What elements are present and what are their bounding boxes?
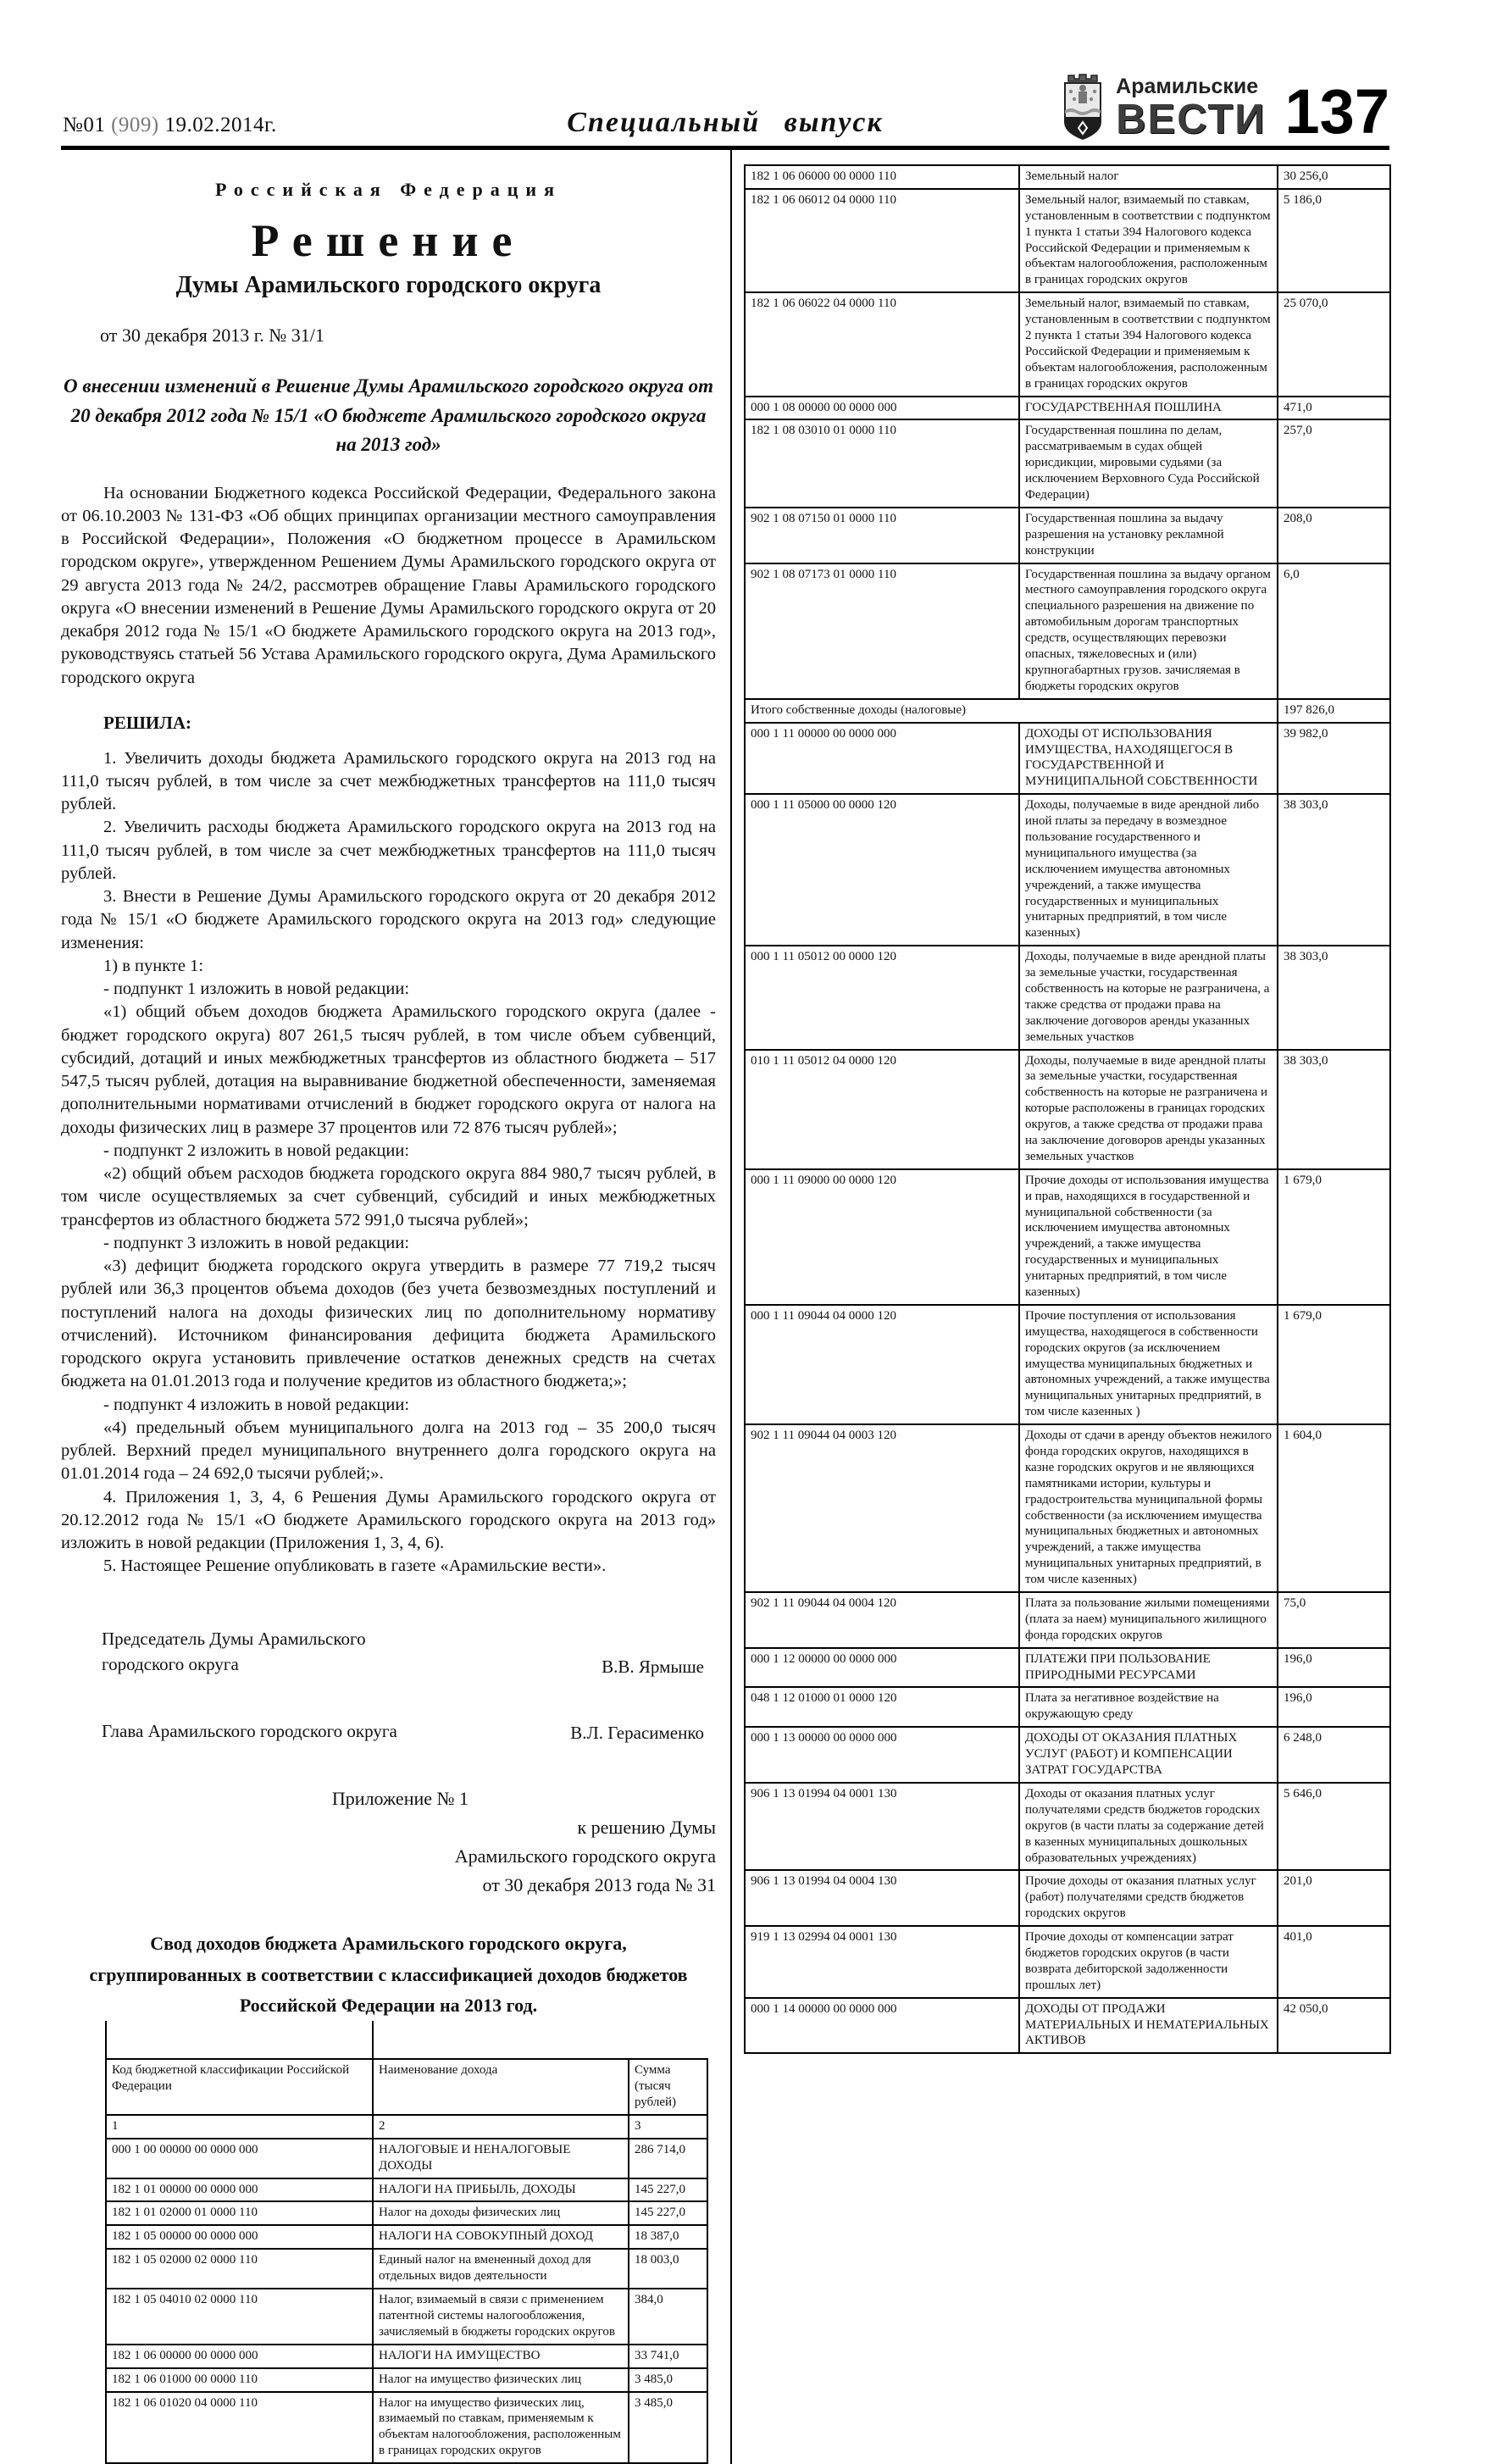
table-cell: Доходы, получаемые в виде арендной платы за земельные участки, государственная собственность на которые не разграничена, а также средства от продажи права на заключение договоров аренды указанных земельных участков: [1019, 946, 1278, 1049]
table-cell: 39 982,0: [1278, 723, 1390, 795]
table-row: [745, 1592, 1390, 1648]
table-cell: 182 1 01 02000 01 0000 110: [106, 2201, 373, 2225]
table-row: [745, 1687, 1390, 1727]
table-cell: 196,0: [1278, 1687, 1390, 1727]
annex-line: к решению Думы: [577, 1817, 716, 1839]
table-numbering-cell: 1: [106, 2115, 373, 2139]
table-cell: 000 1 08 00000 00 0000 000: [745, 397, 1019, 420]
table-header-cell: Сумма (тысяч рублей): [629, 2059, 707, 2115]
table-row: [106, 2368, 707, 2392]
table-row: [106, 2201, 707, 2225]
table-cell: Земельный налог, взимаемый по ставкам, установленным в соответствии с подпунктом 2 пункта 1 статьи 394 Налогового кодекса Российской Федерации и применяемым к объектам налогообложения, расположенным в границах городских округов: [1019, 292, 1278, 396]
table-cell: Налог на имущество физических лиц: [373, 2368, 629, 2392]
table-cell: Доходы от оказания платных услуг получателями средств бюджетов городских округов (в части платы за содержание детей в казенных муниципальных дошкольных образовательных учреждениях): [1019, 1783, 1278, 1870]
table-cell: 3 485,0: [629, 2368, 707, 2392]
table-row: [745, 419, 1390, 507]
brand-bottom-text: ВЕСТИ: [1116, 97, 1267, 142]
table-cell: ГОСУДАРСТВЕННАЯ ПОШЛИНА: [1019, 397, 1278, 420]
table-row: [106, 2249, 707, 2289]
table-cell: 906 1 13 01994 04 0004 130: [745, 1870, 1019, 1926]
table-cell: 38 303,0: [1278, 946, 1390, 1049]
table-cell: 182 1 06 01020 04 0000 110: [106, 2392, 373, 2464]
table-cell: 75,0: [1278, 1592, 1390, 1648]
table-row: [106, 2345, 707, 2368]
decision-paragraph: «4) предельный объем муниципального долга на 2013 год – 35 200,0 тысяч рублей. Верхний предел муниципального внутреннего долга городского округа на 01.01.2014 года – 24 692,0 тысячи рублей;».: [61, 1418, 716, 1484]
table-cell: 471,0: [1278, 397, 1390, 420]
table-cell: 18 003,0: [629, 2249, 707, 2289]
table-cell: 000 1 11 05012 00 0000 120: [745, 946, 1019, 1049]
table-cell: 182 1 08 03010 01 0000 110: [745, 419, 1019, 507]
table-cell: 30 256,0: [1278, 165, 1390, 189]
table-row: [745, 189, 1390, 292]
table-cell: Прочие поступления от использования имущества, находящегося в собственности городских округов (за исключением имущества муниципальных бюджетных и автономных учреждений, а также имущества муниципальных унитарных предприятий, в том числе казенных ): [1019, 1305, 1278, 1424]
newspaper-logo: [1058, 73, 1389, 147]
left-column: [61, 150, 716, 2464]
table-row: [745, 1305, 1390, 1424]
decision-paragraph: - подпункт 2 изложить в новой редакции:: [103, 1140, 410, 1160]
table-cell: 919 1 13 02994 04 0001 130: [745, 1926, 1019, 1998]
table-cell: Прочие доходы от использования имущества и прав, находящихся в государственной и муниципальной собственности (за исключением имущества автономных учреждений, а также имущества государственных и муниципальных унитарных предприятий, в том числе казенных): [1019, 1169, 1278, 1305]
table-row: [106, 2178, 707, 2202]
subject-line: О внесении изменений в Решение Думы Арамильского городского округа от 20 декабря 2012 года № 15/1 «О бюджете Арамильского городского округа на 2013 год»: [64, 375, 713, 455]
resolved-heading: РЕШИЛА:: [103, 712, 192, 733]
table-row: [745, 563, 1390, 699]
table-cell: 1 604,0: [1278, 1424, 1390, 1592]
intro-paragraph: На основании Бюджетного кодекса Российской Федерации, Федерального закона от 06.10.2003 № 131-ФЗ «Об общих принципах организации местного самоуправления в Российской Федерации», Положения «О бюджетном процессе в Арамильском городском округе», утвержденном Решением Думы Арамильского городского округа от 29 августа 2013 года № 24/2, рассмотрев обращение Главы Арамильского городского округа «О внесении изменений в Решение Думы Арамильского городского округа от 20 декабря 2012 года № 15/1 «О бюджете Арамильского городского округа на 2013 год», руководствуясь статьей 56 Устава Арамильского городского округа, Дума Арамильского городского округа: [61, 483, 716, 687]
signature-role-line: городского округа: [102, 1654, 239, 1675]
table-cell: 38 303,0: [1278, 1050, 1390, 1169]
table-row: [745, 292, 1390, 396]
table-cell: 42 050,0: [1278, 1998, 1390, 2054]
table-cell: НАЛОГОВЫЕ И НЕНАЛОГОВЫЕ ДОХОДЫ: [373, 2139, 629, 2178]
table-row: [745, 508, 1390, 563]
table-row: [106, 2392, 707, 2464]
table-row: [745, 946, 1390, 1049]
authority-title: Думы Арамильского городского округа: [175, 272, 602, 298]
table-row: [106, 2139, 707, 2178]
table-cell: 3 485,0: [629, 2392, 707, 2464]
table-cell: 5 646,0: [1278, 1783, 1390, 1870]
signature-name: В.В. Ярмыше: [602, 1656, 704, 1677]
table-cell: ДОХОДЫ ОТ ОКАЗАНИЯ ПЛАТНЫХ УСЛУГ (РАБОТ) И КОМПЕНСАЦИИ ЗАТРАТ ГОСУДАРСТВА: [1019, 1727, 1278, 1783]
table-cell: Прочие доходы от компенсации затрат бюджетов городских округов (в части возврата дебиторской задолженности прошлых лет): [1019, 1926, 1278, 1998]
table-title-line: сгруппированных в соответствии с классификацией доходов бюджетов: [89, 1963, 688, 1985]
signature-role-line: Председатель Думы Арамильского: [102, 1628, 366, 1649]
table-cell: 257,0: [1278, 419, 1390, 507]
table-cell: 000 1 11 00000 00 0000 000: [745, 723, 1019, 795]
signature-row: [102, 1718, 704, 1744]
revenue-table-right: [744, 164, 1391, 2054]
table-row: [745, 1783, 1390, 1870]
table-cell: 000 1 13 00000 00 0000 000: [745, 1727, 1019, 1783]
column-divider: [730, 150, 732, 2464]
table-row: [745, 1050, 1390, 1169]
annex-reference: [61, 1784, 716, 1900]
table-cell: 906 1 13 01994 04 0001 130: [745, 1783, 1019, 1870]
table-cell: 196,0: [1278, 1648, 1390, 1688]
table-row: [745, 1998, 1390, 2054]
table-numbering-cell: 3: [629, 2115, 707, 2139]
table-cell: 182 1 01 00000 00 0000 000: [106, 2178, 373, 2202]
issue-no-text: №01: [63, 114, 112, 136]
table-cell: 902 1 11 09044 04 0003 120: [745, 1424, 1019, 1592]
table-cell: Доходы от сдачи в аренду объектов нежилого фонда городских округов, находящихся в казне городских округов и не являющихся памятниками истории, культуры и градостроительства муниципальной формы собственности (за исключением имущества муниципальных бюджетных и автономных учреждений, а также имущества муниципальных унитарных предприятий, в том числе казенных): [1019, 1424, 1278, 1592]
decision-paragraph: - подпункт 3 изложить в новой редакции:: [103, 1233, 410, 1252]
table-numbering-row: [106, 2115, 707, 2139]
table-cell: 182 1 05 04010 02 0000 110: [106, 2289, 373, 2345]
signature-row: [102, 1626, 704, 1678]
table-cell: 000 1 11 09044 04 0000 120: [745, 1305, 1019, 1424]
decision-paragraph: 1) в пункте 1:: [103, 956, 204, 975]
decision-paragraph: 5. Настоящее Решение опубликовать в газете «Арамильские вести».: [103, 1557, 607, 1576]
table-cell: Прочие доходы от оказания платных услуг (работ) получателями средств бюджетов городских округов: [1019, 1870, 1278, 1926]
issue-gray-text: (909): [111, 114, 159, 136]
decision-paragraph: «3) дефицит бюджета городского округа утвердить в размере 77 719,2 тысяч рублей или 36,3 процентов объема доходов (без учета безвозмездных поступлений и поступлений налога на доходы физических лиц по дополнительному нормативу отчислений). Источником финансирования дефицита бюджета Арамильского городского округа установить привлечение остатков денежных средств на счетах бюджета на 01.01.2013 года и получение кредитов из областного бюджета;»;: [61, 1257, 716, 1391]
table-cell: 182 1 06 01000 00 0000 110: [106, 2368, 373, 2392]
annex-line: Арамильского городского округа: [454, 1845, 716, 1867]
table-row: [745, 1870, 1390, 1926]
coat-of-arms-icon: [1058, 73, 1107, 141]
table-cell: 000 1 11 05000 00 0000 120: [745, 794, 1019, 946]
decision-paragraph: «1) общий объем доходов бюджета Арамильского городского округа (далее - бюджет городского округа) 807 261,5 тысяч рублей, в том числе объем субвенций, субсидий, дотаций и иных межбюджетных трансфертов из областного бюджета – 517 547,5 тысяч рублей, дотация на выравнивание бюджетной обеспеченности, заменяемая дополнительными нормативами отчислений в бюджет городского округа от налога на доходы физических лиц в размере 37 процентов или 72 876 тысяч рублей»;: [61, 1002, 716, 1137]
table-row: [745, 397, 1390, 420]
table-cell: 201,0: [1278, 1870, 1390, 1926]
decision-paragraphs: [61, 747, 716, 1579]
signature-block: [102, 1626, 704, 1744]
table-title-line: Российской Федерации на 2013 год.: [239, 1994, 538, 2016]
signature-name: В.Л. Герасименко: [570, 1722, 704, 1743]
table-cell: 902 1 11 09044 04 0004 120: [745, 1592, 1019, 1648]
table-cell: НАЛОГИ НА ПРИБЫЛЬ, ДОХОДЫ: [373, 2178, 629, 2202]
table-row: [745, 1926, 1390, 1998]
decision-paragraph: «2) общий объем расходов бюджета городского округа 884 980,7 тысяч рублей, в том числе осуществляемых за счет субвенций, субсидий и иных межбюджетных трансфертов из областного бюджета 572 991,0 тысяча рублей»;: [61, 1164, 716, 1229]
table-cell: 1 679,0: [1278, 1305, 1390, 1424]
table-cell: Государственная пошлина за выдачу органом местного самоуправления городского округа специального разрешения на движение по автомобильным дорогам транспортных средств, осуществляющих перевозки опасных, тяжеловесных и (или) крупногабартных грузов. зачисляемая в бюджеты городских округов: [1019, 563, 1278, 699]
table-cell: 6 248,0: [1278, 1727, 1390, 1783]
table-cell: НАЛОГИ НА СОВОКУПНЫЙ ДОХОД: [373, 2225, 629, 2249]
table-cell: 145 227,0: [629, 2178, 707, 2202]
revenue-table-left: [105, 2058, 708, 2464]
table-cell: 197 826,0: [1278, 699, 1390, 723]
table-cell: НАЛОГИ НА ИМУЩЕСТВО: [373, 2345, 629, 2368]
table-cell: 182 1 06 06022 04 0000 110: [745, 292, 1019, 396]
table-cell: Плата за пользование жилыми помещениями (плата за наем) муниципального жилищного фонда городских округов: [1019, 1592, 1278, 1648]
decision-paragraph: - подпункт 4 изложить в новой редакции:: [103, 1395, 410, 1414]
signature-role: [102, 1718, 397, 1744]
special-issue-title: Специальный выпуск: [567, 107, 884, 138]
decision-paragraph: 1. Увеличить доходы бюджета Арамильского городского округа на 2013 год на 111,0 тысяч рублей, в том числе за счет межбюджетных трансфертов на 111,0 тысяч рублей.: [61, 748, 716, 814]
table-cell: 000 1 12 00000 00 0000 000: [745, 1648, 1019, 1688]
decision-paragraph: 3. Внести в Решение Думы Арамильского городского округа от 20 декабря 2012 года № 15/1 «О бюджете Арамильского городского округа на 2013 год» следующие изменения:: [61, 887, 716, 952]
table-cell: 182 1 05 02000 02 0000 110: [106, 2249, 373, 2289]
page-number: 137: [1284, 76, 1389, 147]
table-total-row: [745, 699, 1390, 723]
signature-role-line: Глава Арамильского городского округа: [102, 1720, 397, 1741]
decision-paragraph: 2. Увеличить расходы бюджета Арамильского городского округа на 2013 год на 111,0 тысяч рублей, в том числе за счет межбюджетных трансфертов на 111,0 тысяч рублей.: [61, 818, 716, 883]
page-header: [61, 0, 1389, 146]
table-cell: 401,0: [1278, 1926, 1390, 1998]
table-cell: 286 714,0: [629, 2139, 707, 2178]
document-type-title: Решение: [251, 215, 526, 266]
table-cell: 182 1 05 00000 00 0000 000: [106, 2225, 373, 2249]
table-header-cell: Код бюджетной классификации Российской Федерации: [106, 2059, 373, 2115]
table-cell: 384,0: [629, 2289, 707, 2345]
table-cell: Государственная пошлина за выдачу разрешения на установку рекламной конструкции: [1019, 508, 1278, 563]
country-title: Российская Федерация: [214, 179, 563, 200]
table-cell: Единый налог на вмененный доход для отдельных видов деятельности: [373, 2249, 629, 2289]
table-row: [745, 1727, 1390, 1783]
decision-paragraph: - подпункт 1 изложить в новой редакции:: [103, 979, 410, 999]
issue-date-text: 19.02.2014г.: [158, 114, 277, 136]
table-cell: 000 1 14 00000 00 0000 000: [745, 1998, 1019, 2054]
table-row: [745, 165, 1390, 189]
table-row: [745, 794, 1390, 946]
table-cell: 25 070,0: [1278, 292, 1390, 396]
table-title-line: Свод доходов бюджета Арамильского городского округа,: [150, 1933, 627, 1955]
table-cell: ДОХОДЫ ОТ ИСПОЛЬЗОВАНИЯ ИМУЩЕСТВА, НАХОДЯЩЕГОСЯ В ГОСУДАРСТВЕННОЙ И МУНИЦИПАЛЬНОЙ СОБСТВЕННОСТИ: [1019, 723, 1278, 795]
table-cell: 048 1 12 01000 01 0000 120: [745, 1687, 1019, 1727]
table-cell: 902 1 08 07150 01 0000 110: [745, 508, 1019, 563]
table-cell: Налог на имущество физических лиц, взимаемый по ставкам, применяемым к объектам налогообложения, расположенным в границах городских округов: [373, 2392, 629, 2464]
date-number-line: от 30 декабря 2013 г. № 31/1: [100, 325, 324, 346]
table-cell: 1 679,0: [1278, 1169, 1390, 1305]
brand-name: [1116, 76, 1266, 141]
table-cell: 33 741,0: [629, 2345, 707, 2368]
table-row: [745, 723, 1390, 795]
table-cell: Доходы, получаемые в виде арендной либо иной платы за передачу в возмездное пользование государственного и муниципального имущества (за исключением имущества автономных учреждений, а также имущества государственных и муниципальных унитарных предприятий, в том числе казенных): [1019, 794, 1278, 946]
table-top-stub: [105, 2021, 374, 2058]
brand-top-text: Арамильские: [1116, 75, 1259, 98]
table-cell: 182 1 06 00000 00 0000 000: [106, 2345, 373, 2368]
table-cell: 182 1 06 06000 00 0000 110: [745, 165, 1019, 189]
table-cell: ДОХОДЫ ОТ ПРОДАЖИ МАТЕРИАЛЬНЫХ И НЕМАТЕРИАЛЬНЫХ АКТИВОВ: [1019, 1998, 1278, 2054]
table-cell: 208,0: [1278, 508, 1390, 563]
annex-line: Приложение № 1: [331, 1787, 469, 1809]
table-row: [745, 1648, 1390, 1688]
table-row: [745, 1424, 1390, 1592]
table-cell: 010 1 11 05012 04 0000 120: [745, 1050, 1019, 1169]
annex-line: от 30 декабря 2013 года № 31: [482, 1874, 716, 1896]
table-cell: 145 227,0: [629, 2201, 707, 2225]
table-title: [61, 1928, 716, 2021]
table-header-row: [106, 2059, 707, 2115]
table-row: [745, 1169, 1390, 1305]
table-cell: Государственная пошлина по делам, рассматриваемым в судах общей юрисдикции, мировыми судьями (за исключением Верховного Суда Российской Федерации): [1019, 419, 1278, 507]
table-cell: Плата за негативное воздействие на окружающую среду: [1019, 1687, 1278, 1727]
table-row: [106, 2289, 707, 2345]
table-numbering-cell: 2: [373, 2115, 629, 2139]
right-column: [744, 150, 1389, 2054]
table-cell: 902 1 08 07173 01 0000 110: [745, 563, 1019, 699]
table-cell: Земельный налог, взимаемый по ставкам, установленным в соответствии с подпунктом 1 пункта 1 статьи 394 Налогового кодекса Российской Федерации и применяемым к объектам налогообложения, расположенным в границах городских округов: [1019, 189, 1278, 292]
table-cell: Налог на доходы физических лиц: [373, 2201, 629, 2225]
table-cell: 5 186,0: [1278, 189, 1390, 292]
table-cell: 182 1 06 06012 04 0000 110: [745, 189, 1019, 292]
table-cell: 18 387,0: [629, 2225, 707, 2249]
table-cell: 6,0: [1278, 563, 1390, 699]
table-header-cell: Наименование дохода: [373, 2059, 629, 2115]
table-cell: Налог, взимаемый в связи с применением патентной системы налогообложения, зачисляемый в бюджеты городских округов: [373, 2289, 629, 2345]
table-cell: 000 1 11 09000 00 0000 120: [745, 1169, 1019, 1305]
signature-role: [102, 1626, 366, 1678]
decision-paragraph: 4. Приложения 1, 3, 4, 6 Решения Думы Арамильского городского округа от 20.12.2012 года № 15/1 «О бюджете Арамильского городского округа на 2013 год» изложить в новой редакции (Приложения 1, 3, 4, 6).: [61, 1487, 716, 1553]
table-cell: ПЛАТЕЖИ ПРИ ПОЛЬЗОВАНИЕ ПРИРОДНЫМИ РЕСУРСАМИ: [1019, 1648, 1278, 1688]
table-cell: 38 303,0: [1278, 794, 1390, 946]
table-cell: 000 1 00 00000 00 0000 000: [106, 2139, 373, 2178]
table-cell: Доходы, получаемые в виде арендной платы за земельные участки, государственная собственность на которые не разграничена и которые расположены в границах городских округов, а также средства от продажи права на заключение договоров аренды указанных земельных участков: [1019, 1050, 1278, 1169]
table-row: [106, 2225, 707, 2249]
table-cell: Земельный налог: [1019, 165, 1278, 189]
table-cell: Итого собственные доходы (налоговые): [745, 699, 1278, 723]
